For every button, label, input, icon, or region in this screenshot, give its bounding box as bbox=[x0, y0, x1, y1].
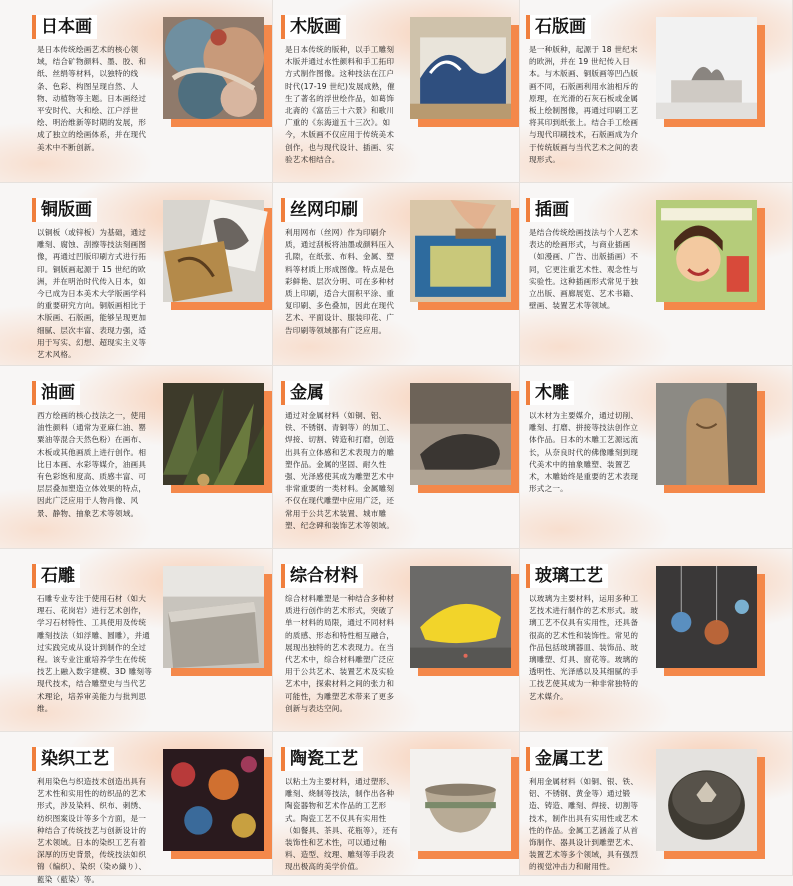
card-description: 石雕专业专注于使用石材（如大理石、花岗岩）进行艺术创作，学习石材特性、工具使用及传统雕刻技法（如浮雕、圆雕），并通过实践完成从设计到制作的全过程。该专业注重培养学生在传统技艺上融入数字建模、3D 雕刻等现代技术，结合雕塑史与当代艺术理论，培养审美能力与批判思维。 bbox=[37, 594, 153, 713]
card-title: 木雕 bbox=[526, 381, 574, 405]
card-photo bbox=[163, 383, 264, 485]
card-title: 综合材料 bbox=[281, 564, 363, 588]
card-photo bbox=[163, 200, 264, 302]
card-title: 玻璃工艺 bbox=[526, 564, 608, 588]
card-photo bbox=[410, 749, 511, 851]
oil-painting-photo bbox=[163, 383, 264, 485]
lithograph-photo bbox=[656, 17, 757, 119]
card-description: 以粘土为主要材料，通过塑形、雕刻、烧制等技法，制作出各种陶瓷器物和艺术作品的工艺形式。陶瓷工艺不仅具有实用性（如餐具、茶具、花瓶等），还有装饰性和艺术性，可以通过釉料、造型、纹理、雕刻等手段表现出极高的美学价值。 bbox=[285, 777, 399, 872]
card-photo bbox=[410, 566, 511, 668]
card-description: 利用网布（丝网）作为印刷介质，通过刮板将油墨或颜料压入孔隙，在纸张、布料、金属、塑料等材质上形成图像。特点是色彩鲜艳、层次分明、可在多种材质上印刷，适合大面积平涂、重复印刷、多色叠加，因此在现代艺术、平面设计、服装印花、广告印刷等领域都有广泛应用。 bbox=[285, 228, 395, 335]
glass-craft-photo bbox=[656, 566, 757, 668]
card-ceramics bbox=[273, 732, 520, 876]
card-title: 日本画 bbox=[32, 15, 97, 39]
card-japanese-painting bbox=[0, 0, 273, 183]
card-description: 利用金属材料（如铜、银、铁、铝、不锈钢、黄金等）通过锻造、铸造、雕刻、焊接、切割等技术，制作出具有实用性或艺术性的作品。金属工艺涵盖了从首饰制作、器具设计到雕塑艺术、装置艺术等多个领域，具有强烈的视觉冲击力和耐用性。 bbox=[529, 777, 639, 872]
card-description: 是结合传统绘画技法与个人艺术表达的绘画形式，与商业插画（如漫画、广告、出版插画）不同，它更注重艺术性、观念性与实验性。这种插画形式常见于独立出版、画廊展览、艺术书籍、壁画、装置艺术等领域。 bbox=[529, 228, 639, 311]
card-metal-sculpture bbox=[273, 366, 520, 549]
card-title: 金属工艺 bbox=[526, 747, 608, 771]
metal-sculpture-photo bbox=[410, 383, 511, 485]
card-description: 通过对金属材料（如铜、铝、铁、不锈钢、青铜等）的加工、焊接、切割、铸造和打磨，创造出具有立体感和艺术表现力的雕塑作品。金属的坚固、耐久性强、光泽感使其成为雕塑艺术中非常重要的一类材料。金属雕刻不仅在现代雕塑中应用广泛，还常用于公共艺术装置、城市雕塑、纪念碑和装饰艺术等领域。 bbox=[285, 411, 395, 530]
card-description: 西方绘画的核心技法之一，使用油性颜料（通常为亚麻仁油、罂粟油等混合天然色粉）在画布、木板或其他画质上进行创作。相比日本画、水彩等媒介，油画具有色彩饱和度高、质感丰富、可层层叠加塑造立体效果的特点，因此广泛应用于人物肖像、风景、静物、抽象艺术等领域。 bbox=[37, 411, 147, 518]
card-title: 陶瓷工艺 bbox=[281, 747, 363, 771]
mixed-media-photo bbox=[410, 566, 511, 668]
card-photo bbox=[656, 383, 757, 485]
card-photo bbox=[656, 200, 757, 302]
copperplate-print-photo bbox=[163, 200, 264, 302]
card-screen-printing bbox=[273, 183, 520, 366]
card-description: 以玻璃为主要材料，运用多种工艺技术进行制作的艺术形式。玻璃工艺不仅具有实用性，还具备很高的艺术性和装饰性。常见的作品包括玻璃器皿、装饰品、玻璃雕塑、灯具、窗花等。玻璃的透明性、光泽感以及其细腻的手工技艺使其成为一种非常独特的艺术媒介。 bbox=[529, 594, 639, 701]
card-wood-carving bbox=[520, 366, 793, 549]
card-photo bbox=[163, 566, 264, 668]
card-title: 金属 bbox=[281, 381, 329, 405]
card-description: 是日本传统绘画艺术的核心领域，结合矿物颜料、墨、胶、和纸、丝绢等材料，以独特的线条、色彩、构图呈现自然、人物、动植物等主题。日本画经过平安时代、大和绘、江户浮世绘、明治维新等时期的发展，形成了独立的绘画体系，并在现代美术中不断创新。 bbox=[37, 45, 147, 152]
card-title: 石版画 bbox=[526, 15, 591, 39]
card-copperplate-print bbox=[0, 183, 273, 366]
card-title: 油画 bbox=[32, 381, 80, 405]
card-description: 以木材为主要媒介，通过切削、雕刻、打磨、拼接等技法创作立体作品。日本的木雕工艺源远流长，从奈良时代的佛像雕刻到现代美术中的抽象雕塑、装置艺术，木雕始终是重要的艺术表现形式之一。 bbox=[529, 411, 639, 494]
card-photo bbox=[656, 17, 757, 119]
card-glass-craft bbox=[520, 549, 793, 732]
illustration-photo bbox=[656, 200, 757, 302]
card-photo bbox=[163, 17, 264, 119]
card-photo bbox=[656, 566, 757, 668]
card-title: 丝网印刷 bbox=[281, 198, 363, 222]
card-title: 染织工艺 bbox=[32, 747, 114, 771]
card-photo bbox=[410, 17, 511, 119]
card-description: 是日本传统的版种，以手工雕刻木版并通过水性颜料和手工拓印方式制作图像。这种技法在江户时代(17-19 世纪)发展成熟，催生了著名的浮世绘作品，如葛饰北斋的《富岳三十六景》和歌川广重的《东海道五十三次》。如今，木版画不仅应用于传统美术创作，也与现代设计、插画、实验艺术相结合。 bbox=[285, 45, 395, 164]
card-title: 插画 bbox=[526, 198, 574, 222]
card-title: 铜版画 bbox=[32, 198, 97, 222]
japanese-painting-photo bbox=[163, 17, 264, 119]
card-description: 利用染色与织造技术创造出具有艺术性和实用性的纺织品的艺术形式，涉及染料、织布、刺绣、纺织图案设计等多个方面，是一种结合了传统技艺与创新设计的艺术领域。日本的染织工艺有着深厚的历史背景，传统技法如织锦（编织）、染织（染め織り）、藍染（藍染）等。 bbox=[37, 777, 147, 884]
ceramics-photo bbox=[410, 749, 511, 851]
card-photo bbox=[410, 200, 511, 302]
card-description: 综合材料雕塑是一种结合多种材质进行创作的艺术形式，突破了单一材料的局限，通过不同材料的质感、形态和特性相互融合，展现出独特的艺术表现力。在当代艺术中，综合材料雕塑广泛应用于公共艺术、装置艺术及实验艺术中，探索材料之间的张力和可能性，为雕塑艺术带来了更多创新与表达空间。 bbox=[285, 594, 395, 713]
screen-printing-photo bbox=[410, 200, 511, 302]
woodblock-print-photo bbox=[410, 17, 511, 119]
textile-craft-photo bbox=[163, 749, 264, 851]
card-illustration bbox=[520, 183, 793, 366]
card-photo bbox=[163, 749, 264, 851]
metal-craft-photo bbox=[656, 749, 757, 851]
card-metal-craft bbox=[520, 732, 793, 876]
card-woodblock-print bbox=[273, 0, 520, 183]
card-lithograph bbox=[520, 0, 793, 183]
card-photo bbox=[410, 383, 511, 485]
stone-carving-photo bbox=[163, 566, 264, 668]
card-oil-painting bbox=[0, 366, 273, 549]
card-title: 木版画 bbox=[281, 15, 346, 39]
wood-carving-photo bbox=[656, 383, 757, 485]
card-description: 以铜板（或锌板）为基础，通过雕刻、腐蚀、刮擦等技法刻画图像，再通过凹版印刷方式进行拓印。铜版画起源于 15 世纪的欧洲，并在明治时代传入日本，如今已成为日本美术大学版画学科的重要研究方向。铜版画相比于木版画、石版画，能够呈现更加细腻、层次丰富、表现力强，适用于写实、幻想、超现实主义等艺术风格。 bbox=[37, 228, 147, 360]
card-mixed-media bbox=[273, 549, 520, 732]
card-description: 是一种版种，起源于 18 世纪末的欧洲，并在 19 世纪传入日本。与木版画、铜版画等凹凸版画不同，石版画利用水油相斥的原理，在光滑的石灰石板或金属板上绘制图像，再通过印刷工艺将其印到纸张上。结合手工绘画与现代印刷技术，石版画成为介于传统版画与当代艺术之间的表现形式。 bbox=[529, 45, 639, 164]
card-photo bbox=[656, 749, 757, 851]
card-textile-craft bbox=[0, 732, 273, 884]
card-stone-carving bbox=[0, 549, 273, 732]
card-title: 石雕 bbox=[32, 564, 80, 588]
